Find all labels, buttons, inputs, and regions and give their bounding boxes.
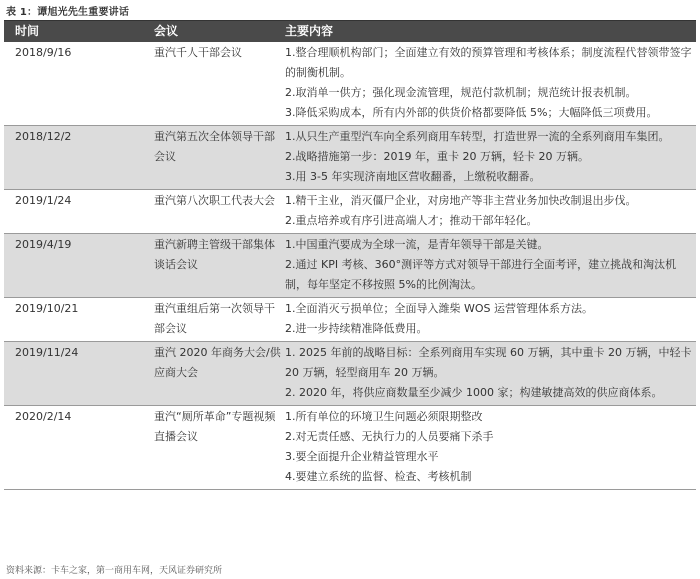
content-item: 3.用 3-5 年实现济南地区营收翻番，上缴税收翻番。 (285, 170, 541, 183)
cell-meeting: 重汽 2020 年商务大会/供应商大会 (154, 346, 281, 379)
cell-meeting: 重汽新聘主管级干部集体谈话会议 (154, 238, 275, 271)
cell-content (285, 42, 696, 125)
content-item: 1.中国重汽要成为全球一流，是青年领导干部是关键。 (285, 238, 549, 251)
speech-table (4, 20, 696, 490)
source-note: 资料来源：卡车之家，第一商用车网，天风证券研究所 (6, 566, 223, 576)
cell-meeting: 重汽第八次职工代表大会 (154, 194, 275, 207)
content-item: 2.重点培养或有序引进高端人才；推动干部年轻化。 (285, 214, 538, 227)
content-item: 2.战略措施第一步：2019 年，重卡 20 万辆，轻卡 20 万辆。 (285, 150, 589, 163)
cell-date: 2020/2/14 (15, 410, 72, 423)
cell-content (285, 406, 696, 489)
cell-date: 2018/12/2 (15, 130, 72, 143)
content-item: 2.进一步持续精准降低费用。 (285, 322, 428, 335)
table-row (4, 298, 696, 342)
content-item: 3.降低采购成本，所有内外部的供货价格都要降低 5%；大幅降低三项费用。 (285, 106, 658, 119)
content-item: 2. 2020 年，将供应商数量至少减少 1000 家；构建敏捷高效的供应商体系。 (285, 386, 663, 399)
cell-content (285, 190, 696, 233)
cell-content (285, 298, 696, 341)
table-row (4, 42, 696, 126)
content-item: 2.通过 KPI 考核、360°测评等方式对领导干部进行全面考评，建立挑战和淘汰机制，每年坚定不移按照 5%的比例淘汰。 (285, 258, 677, 291)
content-item: 1.全面消灭亏损单位；全面导入潍柴 WOS 运营管理体系方法。 (285, 302, 594, 315)
cell-content (285, 126, 696, 189)
cell-date: 2019/1/24 (15, 194, 72, 207)
table-row (4, 190, 696, 234)
table-row (4, 234, 696, 298)
content-item: 2.取消单一供方；强化现金流管理，规范付款机制；规范统计报表机制。 (285, 86, 637, 99)
cell-meeting: 重汽“厕所革命”专题视频直播会议 (154, 410, 276, 443)
cell-content (285, 342, 696, 405)
header-date: 时间 (15, 24, 40, 38)
content-item: 2.对无责任感、无执行力的人员要痛下杀手 (285, 430, 494, 443)
cell-meeting: 重汽重组后第一次领导干部会议 (154, 302, 275, 335)
cell-date: 2018/9/16 (15, 46, 72, 59)
table-row (4, 126, 696, 190)
header-meeting: 会议 (154, 24, 179, 38)
content-item: 3.要全面提升企业精益管理水平 (285, 450, 439, 463)
cell-date: 2019/10/21 (15, 302, 79, 315)
cell-content (285, 234, 696, 297)
content-item: 1.精干主业，消灭僵尸企业，对房地产等非主营业务加快改制退出步伐。 (285, 194, 637, 207)
cell-meeting: 重汽第五次全体领导干部会议 (154, 130, 275, 163)
cell-date: 2019/4/19 (15, 238, 72, 251)
content-item: 1.整合理顺机构部门；全面建立有效的预算管理和考核体系；制度流程代替领带签字的制衡机制。 (285, 46, 692, 79)
cell-date: 2019/11/24 (15, 346, 79, 359)
content-item: 4.要建立系统的监督、检查、考核机制 (285, 470, 472, 483)
table-caption: 表 1：谭旭光先生重要讲话 (6, 7, 130, 18)
content-item: 1. 2025 年前的战略目标：全系列商用车实现 60 万辆，其中重卡 20 万辆，中轻卡 20 万辆，轻型商用车 20 万辆。 (285, 346, 692, 379)
header-content: 主要内容 (285, 24, 334, 38)
table-row (4, 342, 696, 406)
table-header (4, 21, 696, 42)
table-row (4, 406, 696, 490)
content-item: 1.从只生产重型汽车向全系列商用车转型，打造世界一流的全系列商用车集团。 (285, 130, 670, 143)
content-item: 1.所有单位的环境卫生问题必须限期整改 (285, 410, 483, 423)
cell-meeting: 重汽千人干部会议 (154, 46, 242, 59)
